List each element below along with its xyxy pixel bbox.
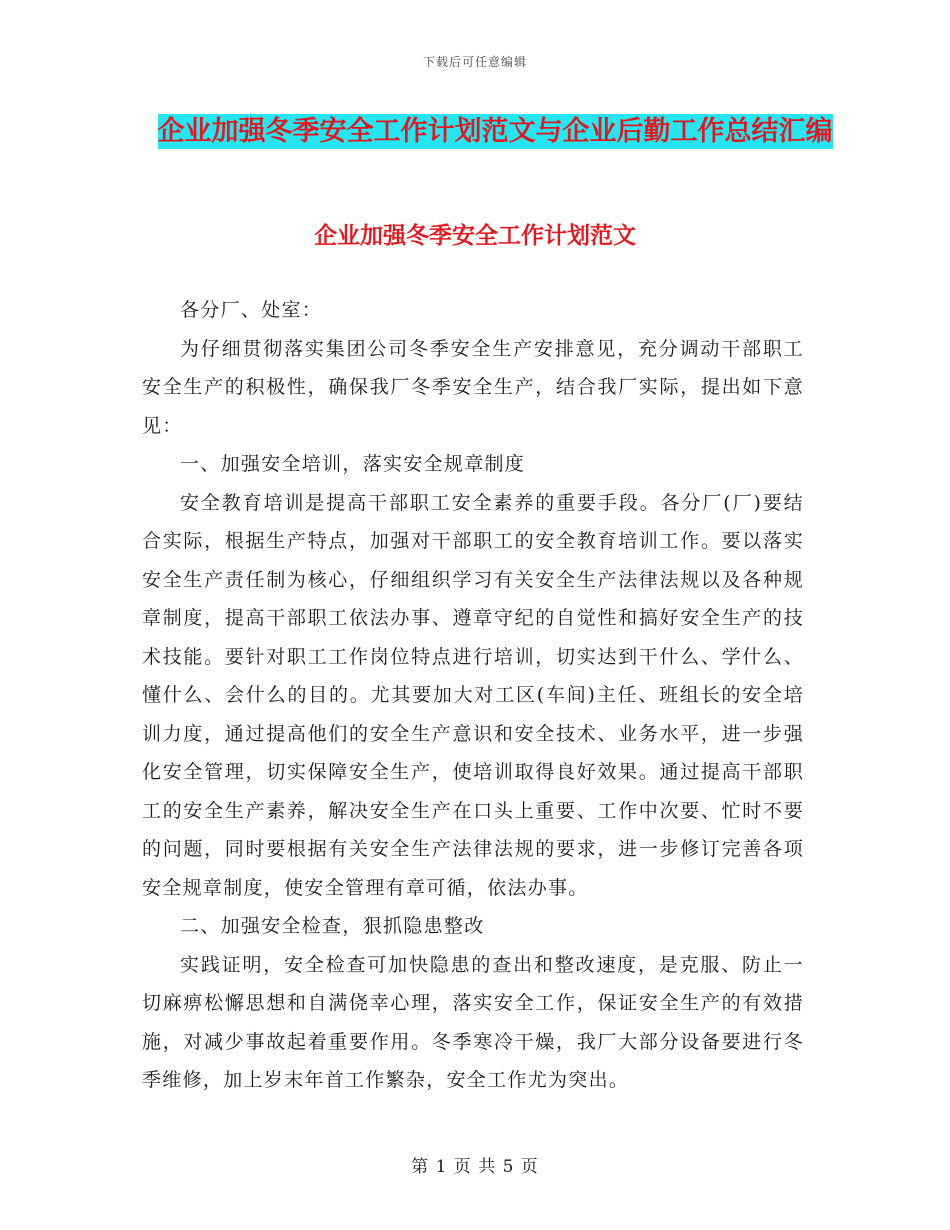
paragraph-salutation: 各分厂、处室：	[180, 299, 323, 321]
paragraph-inspection: 实践证明，安全检查可加快隐患的查出和整改速度，是克服、防止一切麻痹松懈思想和自满侥幸心理，落实安全工作，保证安全生产的有效措施，对减少事故起着重要作用。冬季寒冷干燥，我厂大部分设备要进行冬季维修，加上岁末年首工作繁杂，安全工作尤为突出。	[142, 953, 804, 1091]
document-title	[150, 108, 840, 156]
page-number-footer: 第 1 页 共 5 页	[411, 1157, 539, 1177]
section-title: 企业加强冬季安全工作计划范文	[314, 223, 636, 249]
page-header-note: 下载后可任意编辑	[422, 55, 527, 69]
paragraph-training: 安全教育培训是提高干部职工安全素养的重要手段。各分厂(厂)要结合实际，根据生产特点，加强对干部职工的安全教育培训工作。要以落实安全生产责任制为核心，仔细组织学习有关安全生产法律法规以及各种规章制度，提高干部职工依法办事、遵章守纪的自觉性和搞好安全生产的技术技能。要针对职工工作岗位特点进行培训，切实达到干什么、学什么、懂什么、会什么的目的。尤其要加大对工区(车间)主任、班组长的安全培训力度，通过提高他们的安全生产意识和安全技术、业务水平，进一步强化安全管理，切实保障安全生产，使培训取得良好效果。通过提高干部职工的安全生产素养，解决安全生产在口头上重要、工作中次要、忙时不要的问题，同时要根据有关安全生产法律法规的要求，进一步修订完善各项安全规章制度，使安全管理有章可循，依法办事。	[142, 491, 804, 899]
paragraph-intro: 为仔细贯彻落实集团公司冬季安全生产安排意见，充分调动干部职工安全生产的积极性，确保我厂冬季安全生产，结合我厂实际，提出如下意见：	[142, 337, 804, 437]
heading-inspection: 二、加强安全检查，狠抓隐患整改	[180, 915, 485, 937]
heading-training: 一、加强安全培训，落实安全规章制度	[180, 453, 526, 475]
document-body	[142, 291, 804, 1100]
document-title-highlight: 企业加强冬季安全工作计划范文与企业后勤工作总结汇编	[157, 116, 833, 147]
